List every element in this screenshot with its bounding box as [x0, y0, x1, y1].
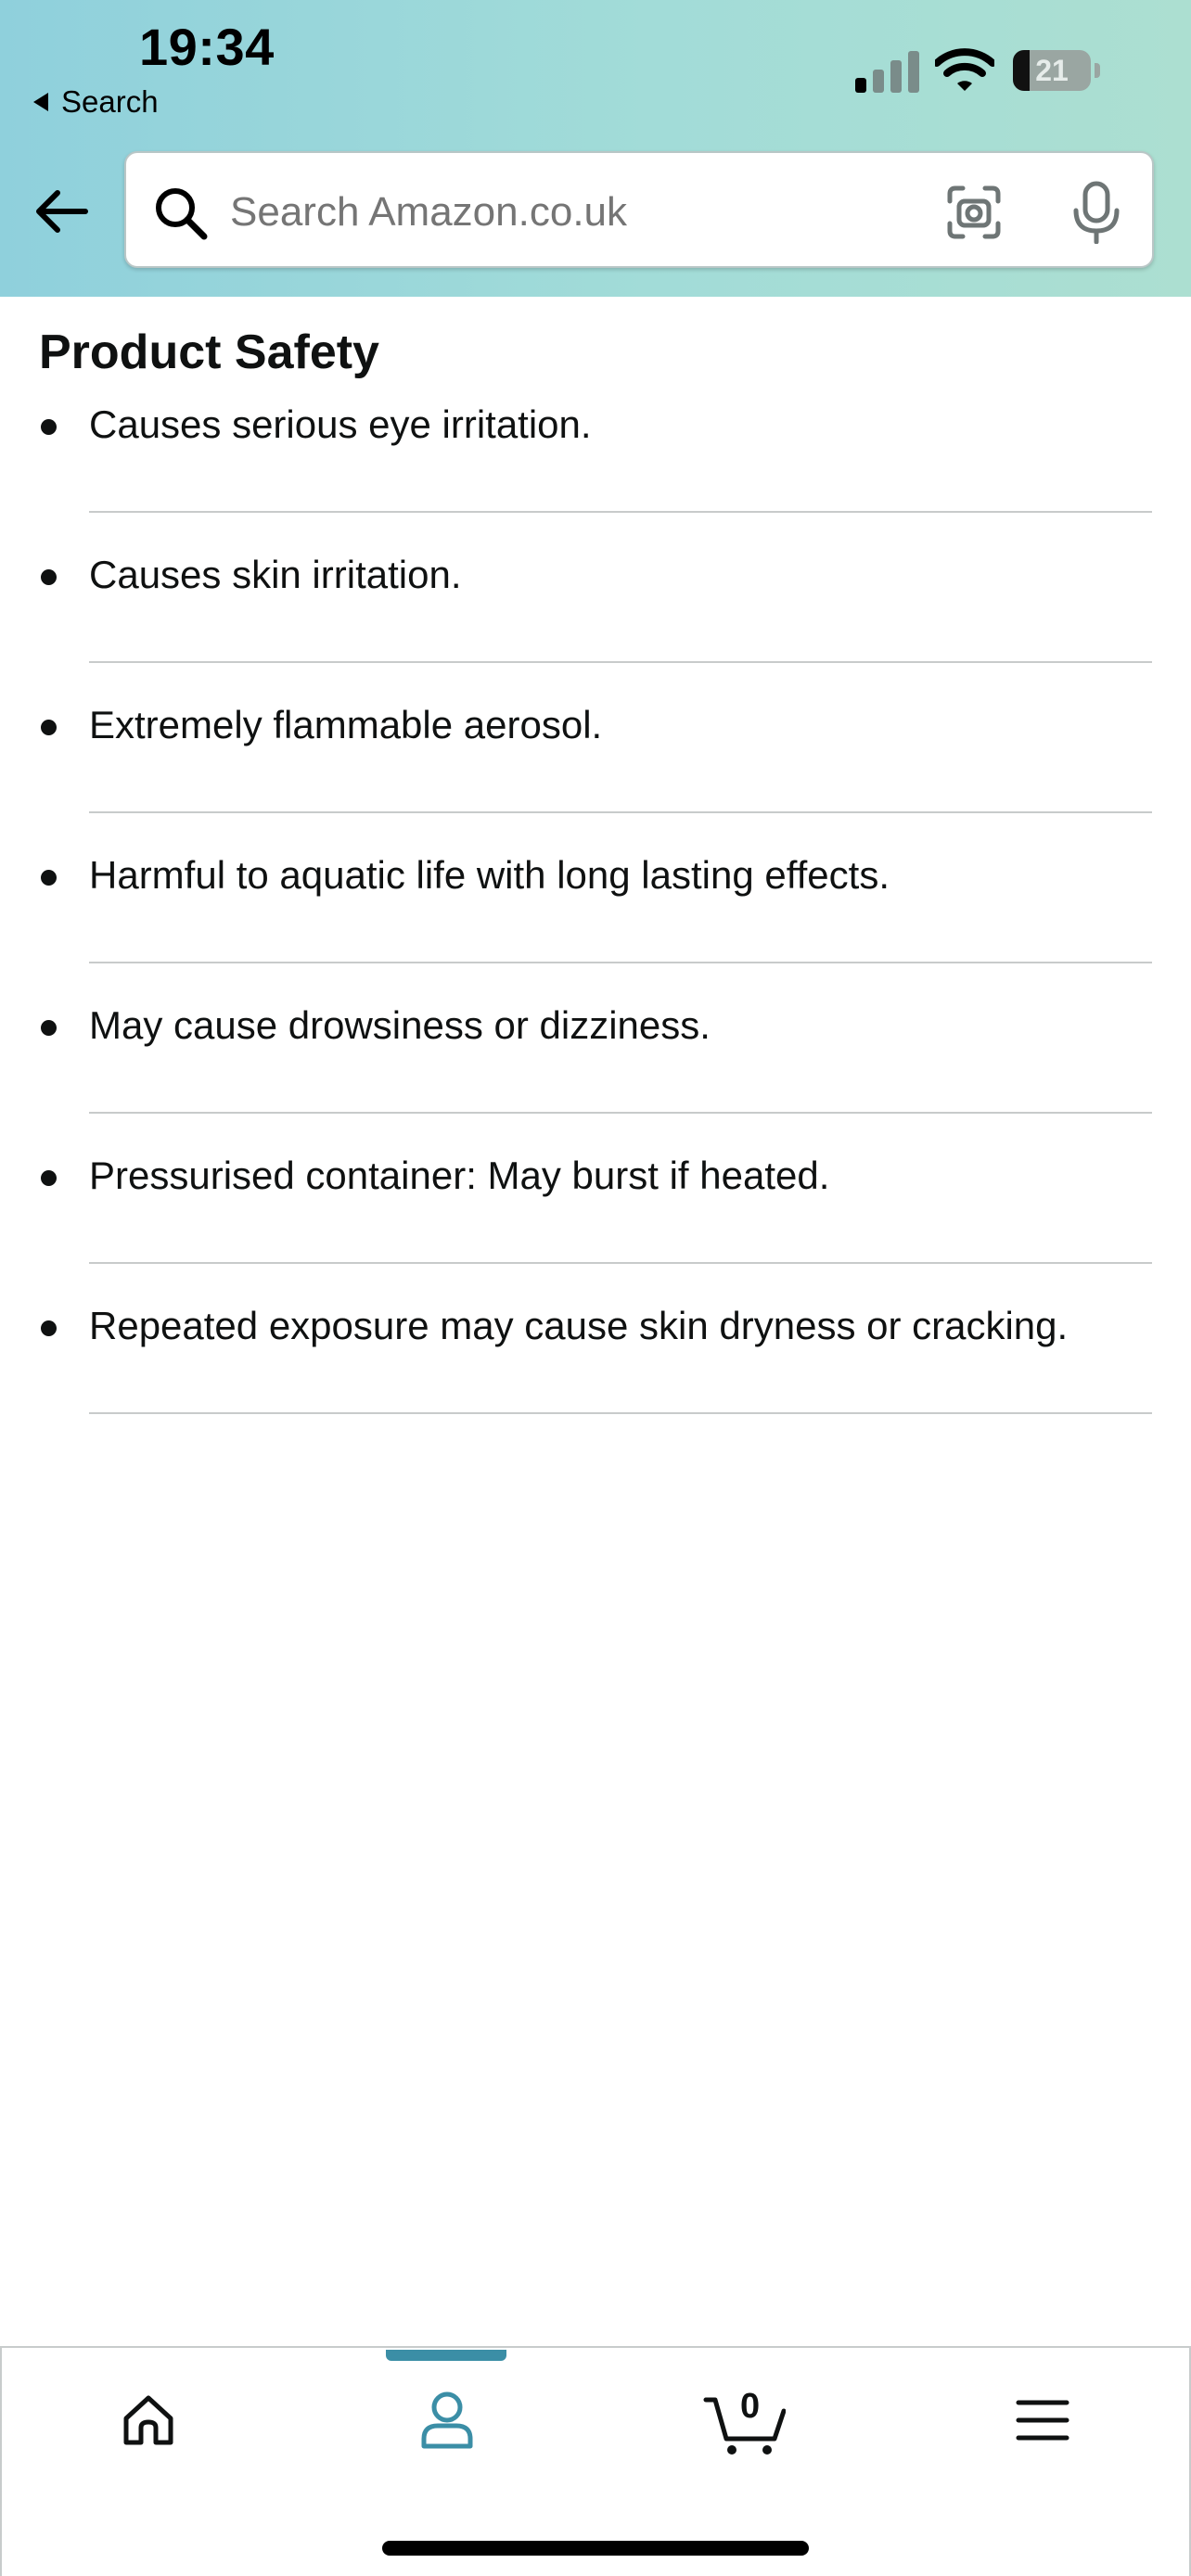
camera-scan-icon[interactable]: [946, 185, 1002, 240]
bullet-icon: [41, 1020, 57, 1036]
search-input[interactable]: [228, 175, 1011, 249]
list-item: [0, 1285, 1191, 1435]
bullet-icon: [41, 1320, 57, 1336]
safety-statement: Extremely flammable aerosol.: [89, 703, 603, 746]
divider: [89, 661, 1152, 663]
header: [0, 0, 1191, 297]
account-icon: [419, 2391, 475, 2450]
back-arrow-icon[interactable]: [32, 182, 91, 241]
safety-statement: Harmful to aquatic life with long lasting effects.: [89, 853, 890, 897]
safety-statement: Repeated exposure may cause skin dryness or cracking.: [89, 1304, 1069, 1347]
battery-icon: [1013, 50, 1091, 91]
list-item: [0, 684, 1191, 835]
divider: [89, 962, 1152, 963]
list-item: [0, 835, 1191, 985]
microphone-icon[interactable]: [1070, 181, 1122, 244]
cellular-signal-icon: [855, 50, 922, 93]
status-time: 19:34: [139, 18, 275, 76]
search-icon: [154, 186, 208, 240]
wifi-icon: [935, 46, 994, 93]
safety-statement: Causes skin irritation.: [89, 553, 462, 596]
page-title: Product Safety: [39, 325, 379, 379]
list-item: [0, 985, 1191, 1135]
list-item: [0, 1135, 1191, 1285]
cart-count: 0: [740, 2387, 761, 2426]
menu-icon: [1015, 2397, 1070, 2443]
selected-tab-indicator: [386, 2350, 506, 2361]
safety-statement: Pressurised container: May burst if heated.: [89, 1154, 830, 1197]
tab-cart[interactable]: [698, 2383, 790, 2457]
safety-statement: Causes serious eye irritation.: [89, 402, 592, 446]
bullet-icon: [41, 1170, 57, 1186]
tab-menu[interactable]: [996, 2383, 1089, 2457]
divider: [89, 1112, 1152, 1114]
tab-account[interactable]: [401, 2383, 493, 2457]
bullet-icon: [41, 569, 57, 585]
list-item: [0, 384, 1191, 534]
divider: [89, 511, 1152, 513]
divider: [89, 1412, 1152, 1414]
battery-tip: [1095, 63, 1100, 78]
product-safety-list: [0, 384, 1191, 1435]
tab-home[interactable]: [102, 2383, 195, 2457]
safety-statement: May cause drowsiness or dizziness.: [89, 1003, 711, 1047]
bullet-icon: [41, 419, 57, 435]
back-to-app-link[interactable]: [33, 83, 159, 121]
home-icon: [121, 2392, 176, 2448]
search-bar[interactable]: [124, 151, 1154, 268]
divider: [89, 811, 1152, 813]
back-to-app-label: Search: [61, 84, 159, 119]
back-triangle-icon: [33, 93, 48, 111]
home-indicator: [382, 2541, 809, 2556]
bullet-icon: [41, 720, 57, 735]
list-item: [0, 534, 1191, 684]
battery-percent: 21: [1035, 53, 1069, 87]
divider: [89, 1262, 1152, 1264]
bullet-icon: [41, 870, 57, 886]
